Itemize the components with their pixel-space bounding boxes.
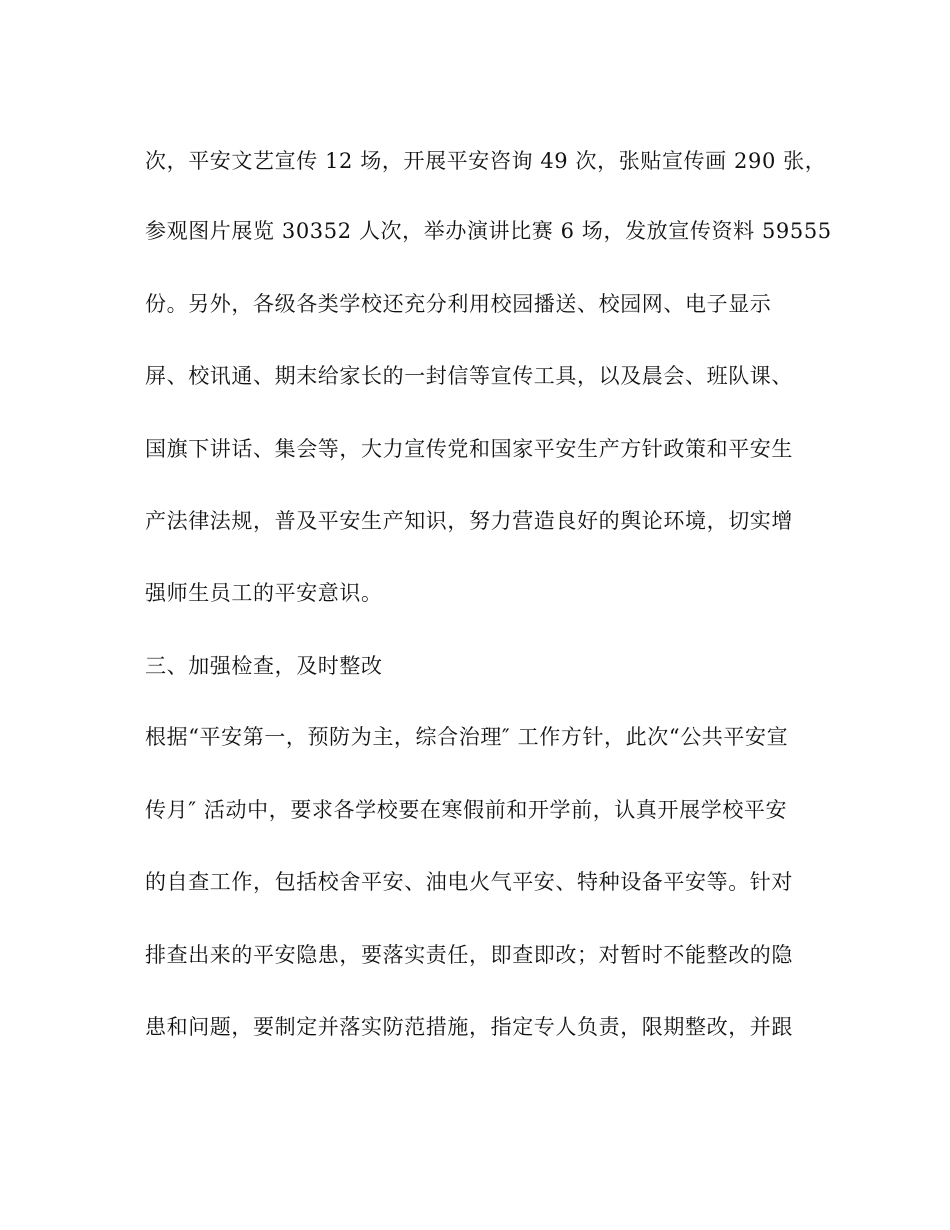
paragraph-line: 排查出来的平安隐患，要落实责任，即查即改；对暂时不能整改的隐 bbox=[145, 943, 793, 967]
paragraph-line: 的自查工作，包括校舍平安、油电火气平安、特种设备平安等。针对 bbox=[145, 870, 793, 894]
paragraph-line: 国旗下讲话、集会等，大力宣传党和国家平安生产方针政策和平安生 bbox=[145, 437, 793, 461]
paragraph-line: 根据“平安第一，预防为主，综合治理″ 工作方针，此次“公共平安宣 bbox=[145, 725, 789, 749]
paragraph-line: 传月″ 活动中，要求各学校要在寒假前和开学前，认真开展学校平安 bbox=[145, 798, 788, 822]
paragraph-line: 产法律法规，普及平安生产知识，努力营造良好的舆论环境，切实增 bbox=[145, 509, 793, 533]
paragraph-line: 参观图片展览 30352 人次，举办演讲比赛 6 场，发放宣传资料 59555 bbox=[145, 219, 832, 243]
paragraph-line: 患和问题，要制定并落实防范措施，指定专人负责，限期整改，并跟 bbox=[145, 1015, 793, 1039]
paragraph-line: 份。另外，各级各类学校还充分利用校园播送、校园网、电子显示 bbox=[145, 292, 772, 316]
section-heading: 三、加强检查，及时整改 bbox=[145, 654, 383, 678]
paragraph-line: 次，平安文艺宣传 12 场，开展平安咨询 49 次，张贴宣传画 290 张， bbox=[145, 149, 827, 173]
paragraph-line: 强师生员工的平安意识。 bbox=[145, 581, 383, 605]
paragraph-line: 屏、校讯通、期末给家长的一封信等宣传工具，以及晨会、班队课、 bbox=[145, 364, 793, 388]
